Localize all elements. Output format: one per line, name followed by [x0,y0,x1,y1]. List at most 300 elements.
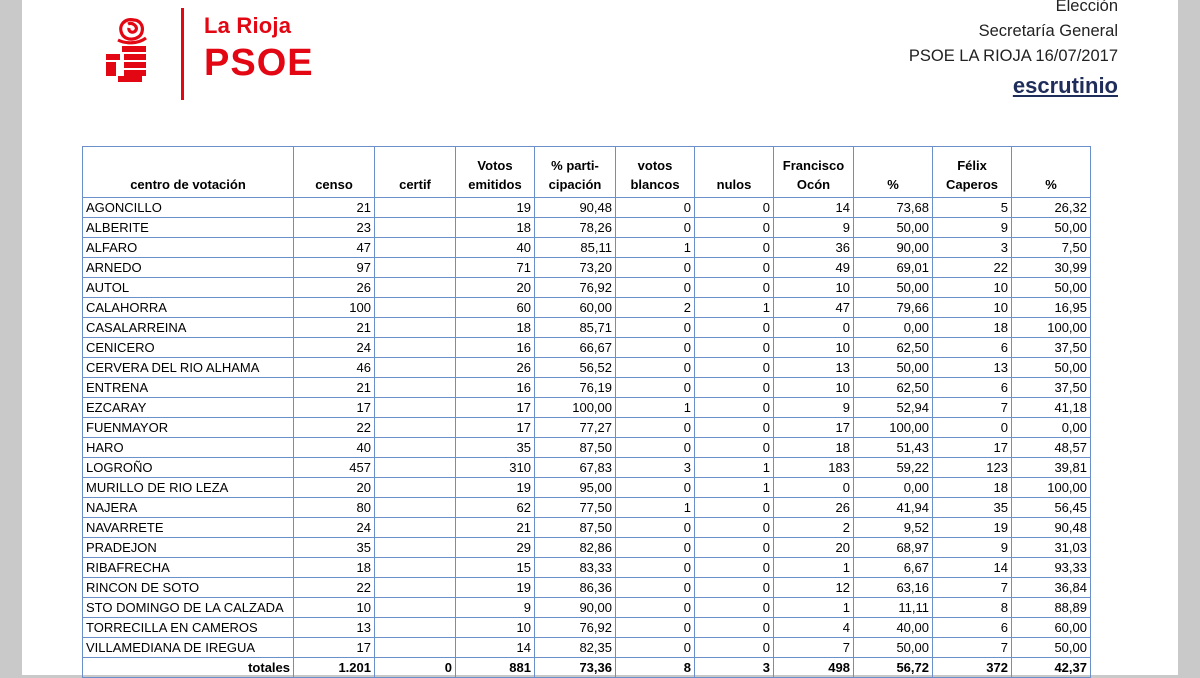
cell-value: 76,19 [535,378,616,398]
column-header-text: votos [637,158,673,173]
cell-value: 19 [933,518,1012,538]
cell-value: 85,71 [535,318,616,338]
cell-value: 19 [456,478,535,498]
cell-value: 0 [695,598,774,618]
cell-value: 17 [933,438,1012,458]
cell-value: 0 [695,338,774,358]
cell-centro: AUTOL [83,278,294,298]
cell-value: 0 [695,538,774,558]
cell-value: 0 [616,618,695,638]
cell-value: 100 [294,298,375,318]
cell-value: 21 [456,518,535,538]
cell-value: 63,16 [854,578,933,598]
cell-value: 50,00 [854,638,933,658]
cell-value: 49 [774,258,854,278]
cell-value: 100,00 [854,418,933,438]
cell-value [375,538,456,558]
cell-value: 0 [616,578,695,598]
cell-value: 36 [774,238,854,258]
cell-value: 0 [616,338,695,358]
cell-value: 0 [774,478,854,498]
cell-value: 52,94 [854,398,933,418]
cell-value: 85,11 [535,238,616,258]
cell-value: 59,22 [854,458,933,478]
table-row [83,258,1091,278]
cell-value: 26 [294,278,375,298]
table-row [83,578,1091,598]
table-row [83,558,1091,578]
column-header [1012,147,1091,198]
cell-value: 1 [616,398,695,418]
table-body [83,198,1091,678]
cell-value: 1 [695,458,774,478]
column-header-text: % [887,177,899,192]
cell-value: 10 [774,378,854,398]
cell-value: 60 [456,298,535,318]
cell-centro: ARNEDO [83,258,294,278]
cell-value: 88,89 [1012,598,1091,618]
column-header-text: blancos [630,177,680,192]
cell-value: 24 [294,338,375,358]
cell-value: 0 [774,318,854,338]
cell-value [375,398,456,418]
table-row [83,418,1091,438]
cell-value: 1 [616,238,695,258]
cell-value: 56,72 [854,658,933,678]
cell-centro: CALAHORRA [83,298,294,318]
table-row [83,298,1091,318]
cell-value [375,478,456,498]
column-header [375,147,456,198]
cell-value: 0 [616,598,695,618]
page-title: escrutinio [1012,73,1118,98]
cell-centro: EZCARAY [83,398,294,418]
cell-value: 183 [774,458,854,478]
cell-value: 18 [774,438,854,458]
cell-value: 3 [616,458,695,478]
cell-value: 36,84 [1012,578,1091,598]
cell-value: 10 [933,278,1012,298]
cell-value [375,598,456,618]
cell-value: 310 [456,458,535,478]
cell-value: 62 [456,498,535,518]
cell-value: 0 [616,258,695,278]
table-row [83,518,1091,538]
cell-value: 6,67 [854,558,933,578]
table-row [83,358,1091,378]
cell-value: 90,00 [535,598,616,618]
cell-value: 17 [294,398,375,418]
logo-party-text: PSOE [204,42,314,84]
cell-value: 11,11 [854,598,933,618]
cell-value: 10 [774,338,854,358]
cell-value: 0 [933,418,1012,438]
cell-value: 19 [456,198,535,218]
cell-value: 19 [456,578,535,598]
cell-value: 0 [695,378,774,398]
cell-value: 0 [695,238,774,258]
cell-value: 68,97 [854,538,933,558]
cell-value: 0 [616,558,695,578]
cell-value: 372 [933,658,1012,678]
cell-value: 100,00 [535,398,616,418]
cell-value: 24 [294,518,375,538]
column-header-text: centro de votación [130,177,246,192]
cell-value: 8 [616,658,695,678]
cell-value [375,378,456,398]
column-header-text: emitidos [468,177,522,192]
cell-value: 123 [933,458,1012,478]
cell-value: 93,33 [1012,558,1091,578]
cell-value: 40 [294,438,375,458]
cell-value: 73,20 [535,258,616,278]
cell-value: 0 [375,658,456,678]
cell-centro: CENICERO [83,338,294,358]
table-header-row [83,147,1091,198]
cell-value [375,318,456,338]
cell-value: 0 [695,418,774,438]
cell-value [375,458,456,478]
cell-value: 82,86 [535,538,616,558]
cell-value: 4 [774,618,854,638]
cell-centro: totales [83,658,294,678]
cell-value: 7 [933,578,1012,598]
cell-value: 56,52 [535,358,616,378]
column-header [695,147,774,198]
cell-value: 73,68 [854,198,933,218]
cell-value: 60,00 [535,298,616,318]
cell-value: 0 [695,618,774,638]
cell-value: 30,99 [1012,258,1091,278]
table-row [83,218,1091,238]
table-row [83,238,1091,258]
column-header-text: Votos [477,158,513,173]
column-header [535,147,616,198]
cell-value: 18 [456,218,535,238]
cell-value: 0 [616,478,695,498]
cell-value: 22 [294,578,375,598]
cell-value: 46 [294,358,375,378]
table-row [83,318,1091,338]
cell-value: 100,00 [1012,318,1091,338]
cell-value: 42,37 [1012,658,1091,678]
cell-centro: CERVERA DEL RIO ALHAMA [83,358,294,378]
cell-centro: STO DOMINGO DE LA CALZADA [83,598,294,618]
cell-value: 0 [616,418,695,438]
cell-value: 9 [933,538,1012,558]
cell-value: 35 [456,438,535,458]
cell-value: 0 [616,518,695,538]
cell-value: 29 [456,538,535,558]
cell-value: 100,00 [1012,478,1091,498]
cell-value: 16 [456,378,535,398]
table-row [83,278,1091,298]
cell-value: 90,00 [854,238,933,258]
cell-value [375,238,456,258]
cell-value: 18 [933,478,1012,498]
cell-value: 87,50 [535,438,616,458]
column-header-text: certif [399,177,431,192]
cell-value: 41,18 [1012,398,1091,418]
column-header-text: nulos [716,177,752,192]
table-row [83,378,1091,398]
cell-value: 77,50 [535,498,616,518]
cell-value: 14 [774,198,854,218]
cell-value: 9,52 [854,518,933,538]
cell-value: 881 [456,658,535,678]
cell-value: 8 [933,598,1012,618]
cell-value: 50,00 [854,278,933,298]
cell-value: 0,00 [854,318,933,338]
cell-value: 10 [933,298,1012,318]
cell-value: 0 [695,358,774,378]
cell-value: 21 [294,318,375,338]
cell-value: 0 [616,638,695,658]
cell-value: 20 [774,538,854,558]
column-header-text: censo [315,177,353,192]
cell-centro: PRADEJON [83,538,294,558]
column-header [83,147,294,198]
table-row [83,458,1091,478]
cell-value: 0 [695,558,774,578]
cell-value: 7 [933,398,1012,418]
cell-centro: LOGROÑO [83,458,294,478]
cell-value: 10 [456,618,535,638]
cell-value [375,638,456,658]
table-row [83,478,1091,498]
column-header-text: Francisco [782,158,845,173]
cell-value: 22 [933,258,1012,278]
cell-value: 26 [456,358,535,378]
cell-centro: ENTRENA [83,378,294,398]
cell-value: 26 [774,498,854,518]
table-row [83,638,1091,658]
cell-value: 3 [933,238,1012,258]
cell-value: 47 [294,238,375,258]
cell-value: 90,48 [535,198,616,218]
cell-value: 23 [294,218,375,238]
cell-value: 498 [774,658,854,678]
cell-value: 0 [616,278,695,298]
cell-value: 0 [616,318,695,338]
header-election: Elección [1055,0,1118,15]
cell-value: 7 [933,638,1012,658]
cell-centro: VILLAMEDIANA DE IREGUA [83,638,294,658]
cell-value: 457 [294,458,375,478]
logo-divider [181,8,184,100]
cell-value: 35 [933,498,1012,518]
cell-value: 2 [774,518,854,538]
column-header-text: % parti- [551,158,599,173]
column-header [616,147,695,198]
cell-value: 37,50 [1012,338,1091,358]
cell-centro: RINCON DE SOTO [83,578,294,598]
cell-value: 2 [616,298,695,318]
cell-value: 35 [294,538,375,558]
cell-value: 10 [774,278,854,298]
cell-value: 0 [695,518,774,538]
table-row [83,498,1091,518]
cell-value: 26,32 [1012,198,1091,218]
cell-value: 67,83 [535,458,616,478]
cell-value: 0 [695,438,774,458]
table-row [83,618,1091,638]
cell-value: 7,50 [1012,238,1091,258]
cell-value: 76,92 [535,618,616,638]
cell-value: 0 [695,198,774,218]
cell-value: 87,50 [535,518,616,538]
cell-value: 14 [933,558,1012,578]
cell-centro: NAJERA [83,498,294,518]
cell-value: 7 [774,638,854,658]
cell-value: 0 [695,218,774,238]
table-row [83,338,1091,358]
cell-value: 9 [456,598,535,618]
column-header [456,147,535,198]
cell-value: 6 [933,378,1012,398]
cell-value: 16 [456,338,535,358]
cell-value: 6 [933,618,1012,638]
cell-value: 0 [695,318,774,338]
cell-value: 82,35 [535,638,616,658]
cell-value: 6 [933,338,1012,358]
cell-centro: RIBAFRECHA [83,558,294,578]
cell-value: 50,00 [1012,358,1091,378]
cell-value: 18 [933,318,1012,338]
column-header [854,147,933,198]
cell-value: 0 [695,398,774,418]
cell-value: 22 [294,418,375,438]
cell-value: 78,26 [535,218,616,238]
cell-value: 62,50 [854,338,933,358]
cell-centro: TORRECILLA EN CAMEROS [83,618,294,638]
cell-value: 0 [616,438,695,458]
cell-value: 9 [774,218,854,238]
cell-value: 50,00 [854,358,933,378]
cell-value: 62,50 [854,378,933,398]
cell-value: 17 [774,418,854,438]
cell-value: 13 [294,618,375,638]
cell-value: 0 [695,258,774,278]
cell-value: 0,00 [854,478,933,498]
cell-value: 48,57 [1012,438,1091,458]
cell-value: 17 [294,638,375,658]
cell-value: 51,43 [854,438,933,458]
cell-value: 13 [774,358,854,378]
cell-value [375,358,456,378]
column-header-text: cipación [548,177,602,192]
cell-value: 5 [933,198,1012,218]
header-secretaria: Secretaría General [978,22,1118,40]
table-row [83,398,1091,418]
cell-value: 0 [616,358,695,378]
cell-value: 0 [616,378,695,398]
cell-value: 0 [616,538,695,558]
cell-value: 18 [294,558,375,578]
cell-value: 95,00 [535,478,616,498]
cell-value: 50,00 [1012,638,1091,658]
cell-value: 80 [294,498,375,518]
column-header-text: Caperos [945,177,999,192]
cell-value: 1 [774,598,854,618]
cell-value: 16,95 [1012,298,1091,318]
column-header [294,147,375,198]
cell-value [375,298,456,318]
cell-value: 0 [695,498,774,518]
cell-value: 3 [695,658,774,678]
cell-value: 83,33 [535,558,616,578]
cell-value: 86,36 [535,578,616,598]
cell-value: 90,48 [1012,518,1091,538]
cell-value: 21 [294,198,375,218]
table-row [83,538,1091,558]
cell-value: 1.201 [294,658,375,678]
cell-value: 0 [695,278,774,298]
cell-value [375,438,456,458]
cell-value [375,338,456,358]
cell-value: 79,66 [854,298,933,318]
cell-value: 31,03 [1012,538,1091,558]
cell-value [375,578,456,598]
cell-value: 10 [294,598,375,618]
cell-value: 1 [695,478,774,498]
logo-region-text: La Rioja [204,13,292,38]
cell-value: 0 [616,198,695,218]
cell-value [375,558,456,578]
cell-value: 41,94 [854,498,933,518]
cell-value: 73,36 [535,658,616,678]
cell-centro: AGONCILLO [83,198,294,218]
cell-value [375,198,456,218]
cell-centro: HARO [83,438,294,458]
cell-value: 18 [456,318,535,338]
rose-fist-icon [104,14,162,86]
results-table [82,146,1091,678]
cell-value: 17 [456,398,535,418]
cell-value: 13 [933,358,1012,378]
table-row [83,198,1091,218]
cell-value: 1 [695,298,774,318]
cell-value: 60,00 [1012,618,1091,638]
column-header-text: Félix [957,158,987,173]
cell-centro: MURILLO DE RIO LEZA [83,478,294,498]
column-header [774,147,854,198]
cell-value [375,498,456,518]
cell-value: 39,81 [1012,458,1091,478]
cell-value: 50,00 [1012,278,1091,298]
cell-value [375,618,456,638]
table-row [83,438,1091,458]
cell-value: 21 [294,378,375,398]
cell-value: 76,92 [535,278,616,298]
cell-centro: CASALARREINA [83,318,294,338]
cell-value: 40,00 [854,618,933,638]
cell-value: 15 [456,558,535,578]
cell-value: 14 [456,638,535,658]
cell-value: 1 [616,498,695,518]
cell-value: 17 [456,418,535,438]
column-header-text: % [1045,177,1057,192]
cell-value: 40 [456,238,535,258]
cell-centro: ALFARO [83,238,294,258]
cell-centro: NAVARRETE [83,518,294,538]
cell-value: 66,67 [535,338,616,358]
cell-value [375,418,456,438]
cell-centro: ALBERITE [83,218,294,238]
cell-value: 0 [695,638,774,658]
cell-value: 37,50 [1012,378,1091,398]
cell-value: 77,27 [535,418,616,438]
